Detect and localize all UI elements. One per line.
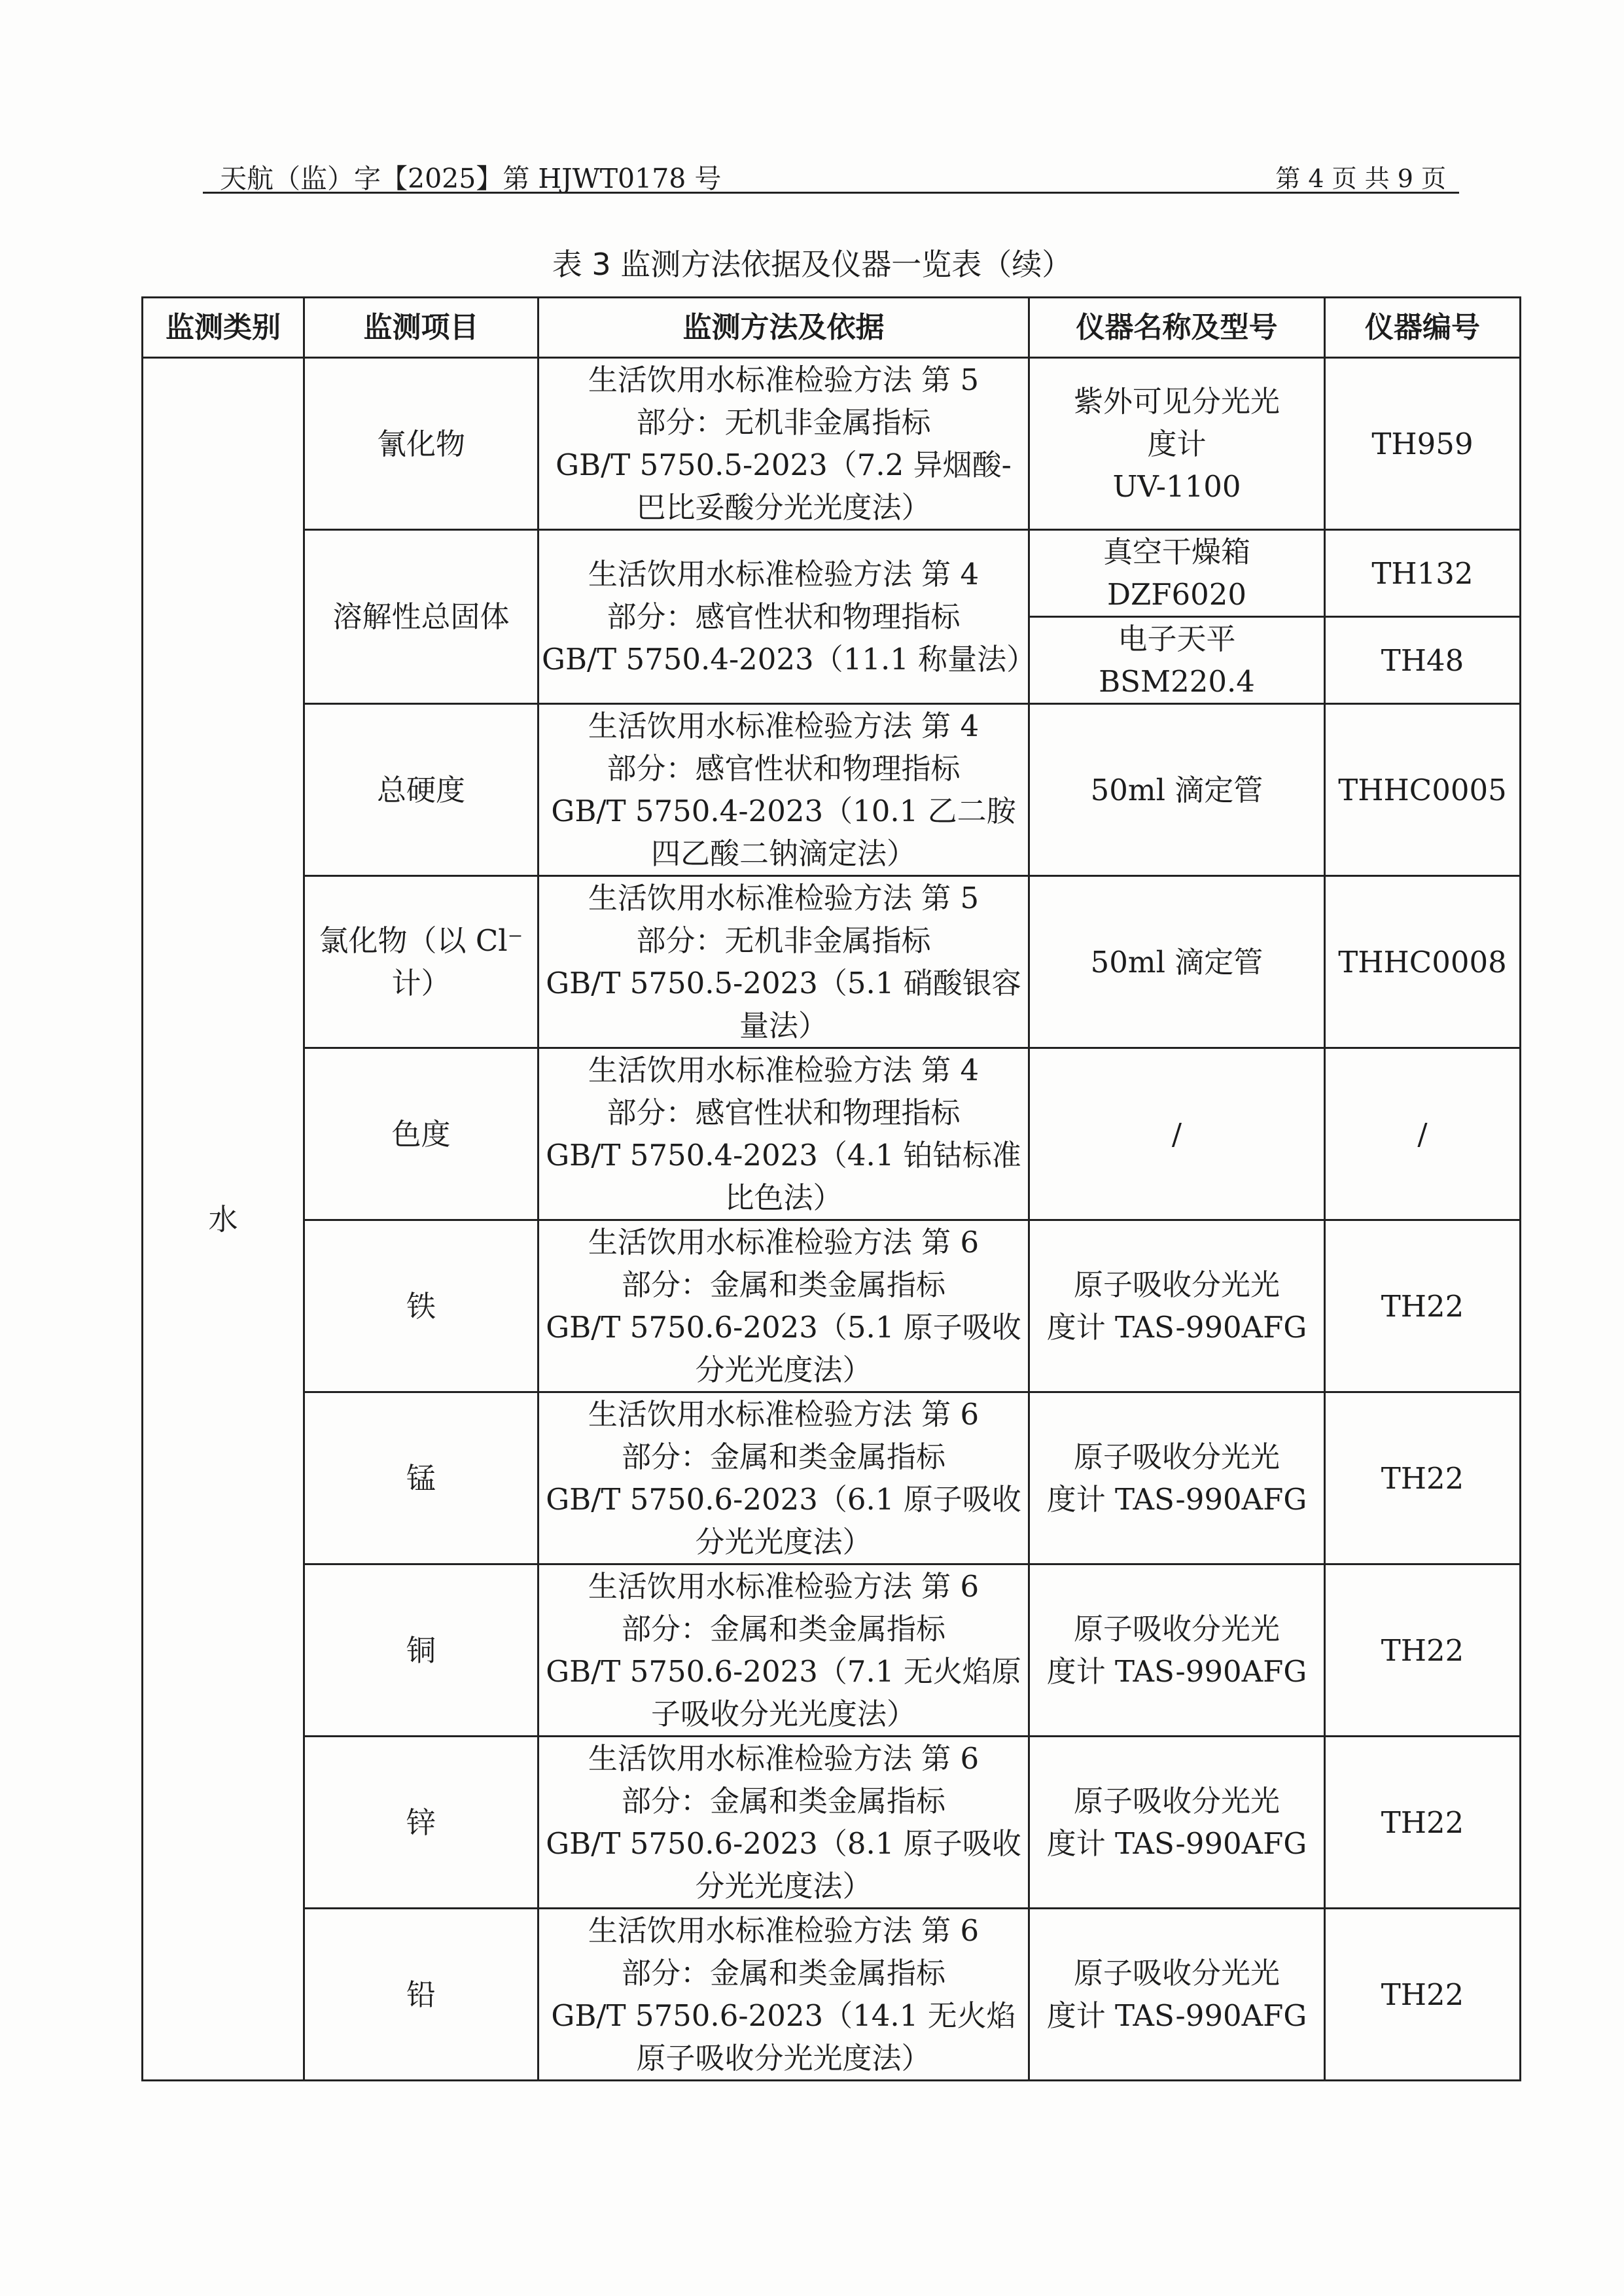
method-cell	[538, 1909, 1029, 2081]
text-line: 度计 TAS-990AFG	[1046, 1482, 1307, 1517]
item-cell: 氰化物	[304, 358, 538, 530]
text-line: 度计	[1147, 426, 1207, 461]
item-cell: 铜	[304, 1564, 538, 1737]
text-line: 度计 TAS-990AFG	[1046, 1310, 1307, 1345]
instrument-cell	[1029, 530, 1325, 617]
table-title: 表 3 监测方法依据及仪器一览表（续）	[552, 247, 1072, 282]
text-line: 巴比妥酸分光光度法）	[636, 490, 931, 525]
table-row	[143, 530, 1521, 617]
text-line: GB/T 5750.6-2023（5.1 原子吸收	[546, 1310, 1021, 1345]
text-line: GB/T 5750.4-2023（10.1 乙二胺	[551, 794, 1016, 828]
text-line: 比色法）	[724, 1180, 843, 1215]
text-line: GB/T 5750.4-2023（11.1 称量法）	[542, 642, 1036, 677]
instrument-code-cell: THHC0008	[1325, 876, 1521, 1048]
text-line: 度计 TAS-990AFG	[1046, 1654, 1307, 1689]
instrument-code-cell: TH48	[1325, 617, 1521, 704]
instrument-code-cell: TH22	[1325, 1909, 1521, 2081]
method-cell	[538, 1220, 1029, 1392]
text-line: 度计 TAS-990AFG	[1046, 1826, 1307, 1861]
item-cell: 锌	[304, 1737, 538, 1909]
method-cell	[538, 704, 1029, 876]
text-line: 生活饮用水标准检验方法 第 5	[588, 362, 980, 397]
text-line: GB/T 5750.5-2023（7.2 异烟酸-	[556, 448, 1012, 482]
text-line: 量法）	[739, 1008, 828, 1043]
text-line: BSM220.4	[1099, 664, 1255, 699]
text-line: 紫外可见分光光	[1073, 383, 1280, 419]
item-cell: 总硬度	[304, 704, 538, 876]
text-line: 部分：感官性状和物理指标	[607, 599, 961, 634]
table-row	[143, 1564, 1521, 1737]
item-cell: 铅	[304, 1909, 538, 2081]
header-row	[143, 298, 1521, 358]
text-line: 分光光度法）	[695, 1869, 872, 1903]
table-row	[143, 1048, 1521, 1220]
instrument-cell	[1029, 704, 1325, 876]
instrument-cell	[1029, 1220, 1325, 1392]
table-row	[143, 876, 1521, 1048]
instrument-code-cell: TH959	[1325, 358, 1521, 530]
instrument-code-cell: TH22	[1325, 1220, 1521, 1392]
text-line: 原子吸收分光光	[1073, 1267, 1280, 1302]
item-cell: 色度	[304, 1048, 538, 1220]
page-info: 第 4 页 共 9 页	[1275, 164, 1446, 193]
text-line: 生活饮用水标准检验方法 第 6	[588, 1225, 980, 1260]
method-cell	[538, 1564, 1029, 1737]
method-cell	[538, 876, 1029, 1048]
item-cell: 溶解性总固体	[304, 530, 538, 704]
text-line: 部分：金属和类金属指标	[621, 1439, 945, 1474]
col-header-category: 监测类别	[143, 298, 304, 358]
instrument-cell	[1029, 1564, 1325, 1737]
text-line: 原子吸收分光光	[1073, 1784, 1280, 1818]
text-line: 分光光度法）	[695, 1352, 872, 1387]
text-line: GB/T 5750.6-2023（6.1 原子吸收	[546, 1482, 1021, 1517]
method-cell	[538, 358, 1029, 530]
text-line: 生活饮用水标准检验方法 第 4	[588, 557, 980, 592]
text-line: 部分：金属和类金属指标	[621, 1784, 945, 1818]
text-line: 原子吸收分光光	[1073, 1439, 1280, 1474]
instrument-cell	[1029, 876, 1325, 1048]
text-line: 原子吸收分光光度法）	[636, 2041, 931, 2075]
method-cell	[538, 1392, 1029, 1564]
text-line: 部分：无机非金属指标	[636, 405, 931, 440]
text-line: 部分：金属和类金属指标	[621, 1956, 945, 1990]
item-cell: 锰	[304, 1392, 538, 1564]
text-line: GB/T 5750.6-2023（7.1 无火焰原	[546, 1654, 1021, 1689]
text-line: GB/T 5750.6-2023（8.1 原子吸收	[546, 1826, 1021, 1861]
instrument-cell	[1029, 1737, 1325, 1909]
text-line: 四乙酸二钠滴定法）	[650, 836, 916, 871]
instrument-cell	[1029, 617, 1325, 704]
text-line: 生活饮用水标准检验方法 第 6	[588, 1741, 980, 1776]
item-cell: 氯化物（以 Cl⁻计）	[304, 876, 538, 1048]
text-line: 原子吸收分光光	[1073, 1956, 1280, 1990]
text-line: 生活饮用水标准检验方法 第 5	[588, 881, 980, 915]
page-header	[203, 152, 1459, 194]
text-line: GB/T 5750.6-2023（14.1 无火焰	[551, 1998, 1016, 2033]
instrument-cell	[1029, 1048, 1325, 1220]
table-row	[143, 358, 1521, 530]
text-line: UV-1100	[1112, 468, 1241, 504]
text-line: 生活饮用水标准检验方法 第 6	[588, 1397, 980, 1432]
table-row	[143, 1392, 1521, 1564]
text-line: 电子天平	[1118, 622, 1236, 656]
method-cell	[538, 1737, 1029, 1909]
header-rule	[203, 192, 1459, 194]
table-row	[143, 704, 1521, 876]
instrument-code-cell: /	[1325, 1048, 1521, 1220]
instrument-cell	[1029, 1392, 1325, 1564]
instrument-code-cell: TH22	[1325, 1737, 1521, 1909]
text-line: /	[1171, 1116, 1182, 1152]
text-line: 生活饮用水标准检验方法 第 4	[588, 709, 980, 743]
col-header-instrument: 仪器名称及型号	[1029, 298, 1325, 358]
instrument-cell	[1029, 358, 1325, 530]
instrument-code-cell: TH22	[1325, 1392, 1521, 1564]
instrument-code-cell: THHC0005	[1325, 704, 1521, 876]
text-line: 度计 TAS-990AFG	[1046, 1998, 1307, 2033]
text-line: 50ml 滴定管	[1090, 772, 1263, 807]
text-line: 部分：金属和类金属指标	[621, 1612, 945, 1646]
item-cell: 铁	[304, 1220, 538, 1392]
text-line: 分光光度法）	[695, 1525, 872, 1559]
method-cell	[538, 1048, 1029, 1220]
text-line: 部分：感官性状和物理指标	[607, 1095, 961, 1130]
text-line: 部分：无机非金属指标	[636, 923, 931, 958]
table-row	[143, 1220, 1521, 1392]
table-body	[143, 358, 1521, 2081]
col-header-item: 监测项目	[304, 298, 538, 358]
text-line: 生活饮用水标准检验方法 第 6	[588, 1913, 980, 1948]
instrument-cell	[1029, 1909, 1325, 2081]
text-line: GB/T 5750.4-2023（4.1 铂钴标准	[546, 1138, 1021, 1173]
text-line: 生活饮用水标准检验方法 第 4	[588, 1053, 980, 1087]
text-line: 部分：金属和类金属指标	[621, 1267, 945, 1302]
text-line: 部分：感官性状和物理指标	[607, 751, 961, 786]
col-header-code: 仪器编号	[1325, 298, 1521, 358]
text-line: 50ml 滴定管	[1090, 944, 1263, 980]
text-line: 真空干燥箱	[1103, 535, 1250, 569]
text-line: GB/T 5750.5-2023（5.1 硝酸银容	[546, 966, 1021, 1000]
text-line: 生活饮用水标准检验方法 第 6	[588, 1569, 980, 1604]
instrument-code-cell: TH22	[1325, 1564, 1521, 1737]
table-row	[143, 1909, 1521, 2081]
text-line: 原子吸收分光光	[1073, 1612, 1280, 1646]
text-line: 子吸收分光光度法）	[650, 1697, 916, 1731]
category-cell: 水	[143, 358, 304, 2081]
col-header-method: 监测方法及依据	[538, 298, 1029, 358]
text-line: DZF6020	[1106, 577, 1247, 612]
instrument-code-cell: TH132	[1325, 530, 1521, 617]
table-row	[143, 1737, 1521, 1909]
document-number: 天航（监）字【2025】第 HJWT0178 号	[220, 163, 722, 194]
method-cell	[538, 530, 1036, 704]
method-instrument-table	[141, 296, 1521, 2081]
